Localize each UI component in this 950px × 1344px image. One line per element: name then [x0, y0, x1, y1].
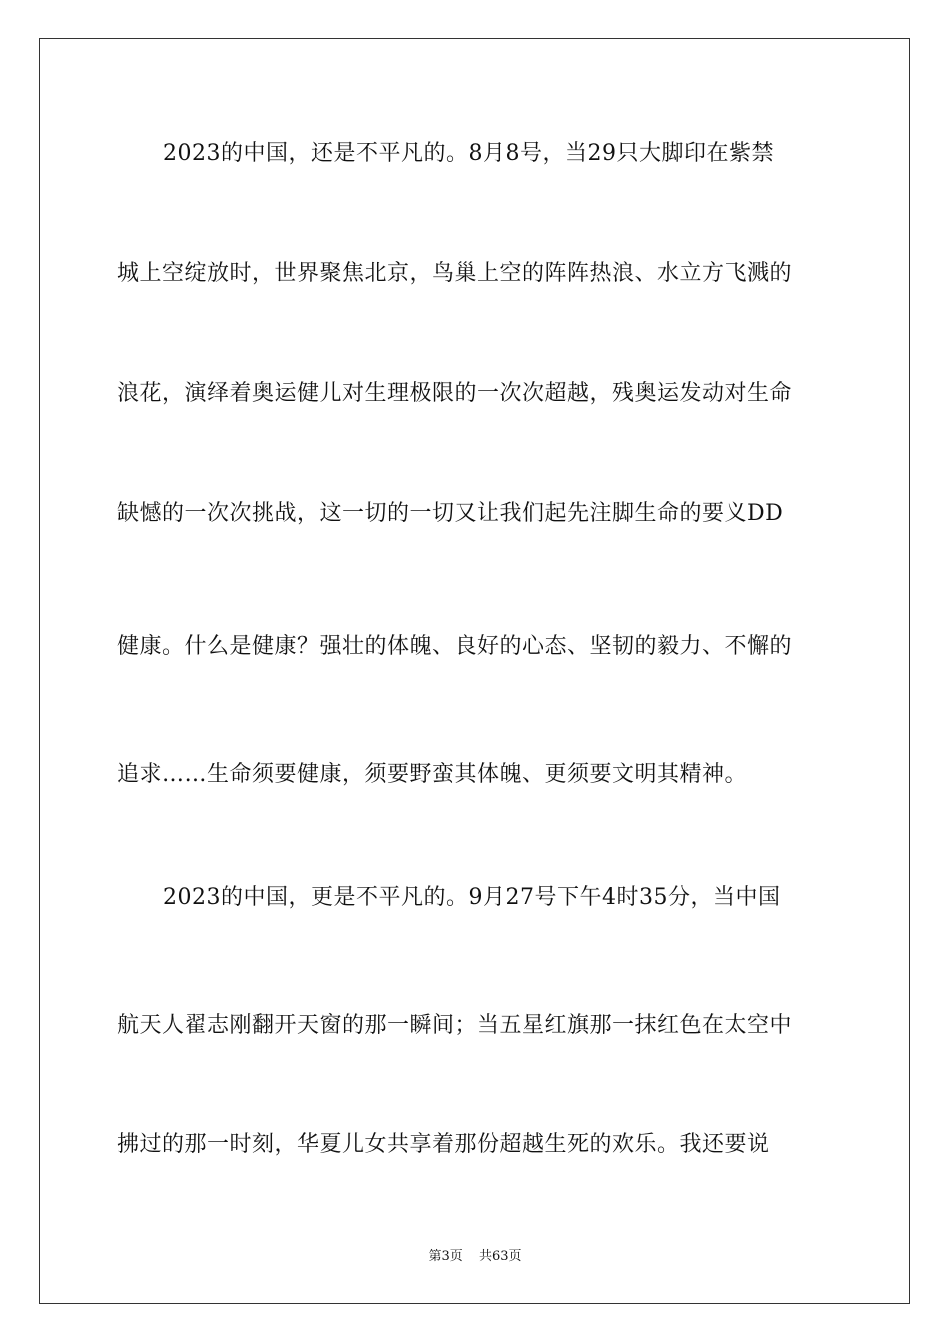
text-line: 2023的中国，还是不平凡的。8月8号，当29只大脚印在紫禁	[163, 141, 774, 166]
text-line: 追求……生命须要健康，须要野蛮其体魄、更须要文明其精神。	[117, 762, 748, 787]
text-line: 缺憾的一次次挑战，这一切的一切又让我们起先注脚生命的要义DD	[117, 501, 784, 526]
text-line: 健康。什么是健康？强壮的体魄、良好的心态、坚韧的毅力、不懈的	[117, 634, 793, 659]
text-line: 浪花，演绎着奥运健儿对生理极限的一次次超越，残奥运发动对生命	[117, 381, 793, 406]
text-line: 拂过的那一时刻，华夏儿女共享着那份超越生死的欢乐。我还要说	[117, 1132, 770, 1157]
text-line: 航天人翟志刚翻开天窗的那一瞬间；当五星红旗那一抹红色在太空中	[117, 1013, 793, 1038]
page-footer	[0, 1248, 950, 1266]
text-line: 城上空绽放时，世界聚焦北京，鸟巢上空的阵阵热浪、水立方飞溅的	[117, 261, 793, 286]
page-frame	[39, 38, 910, 1304]
total-pages: 共63页	[478, 1249, 522, 1264]
page-number: 第3页	[428, 1249, 463, 1264]
text-line: 2023的中国，更是不平凡的。9月27号下午4时35分，当中国	[163, 885, 781, 910]
